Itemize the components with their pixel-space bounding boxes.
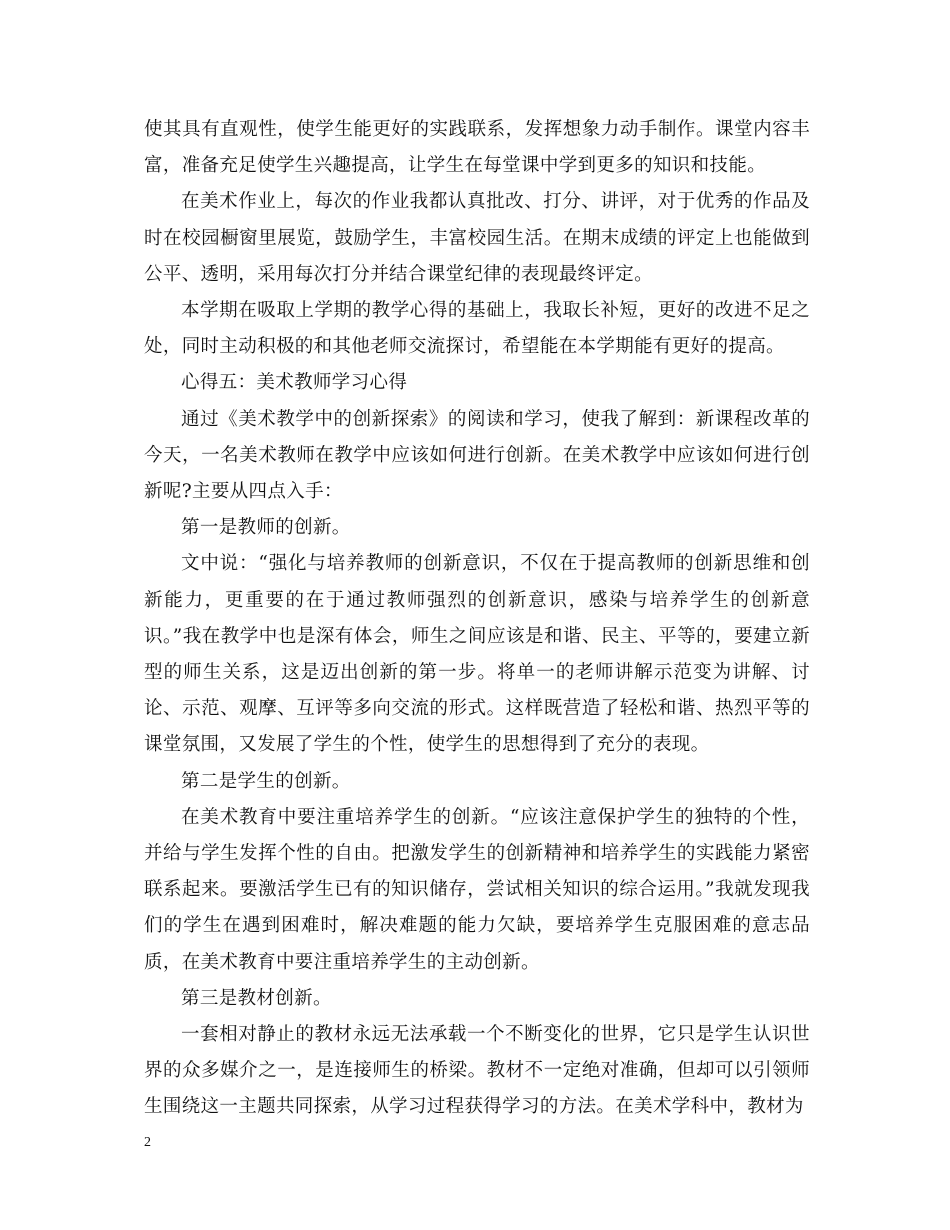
subsection-heading: 第一是教师的创新。 [181, 517, 351, 539]
section-heading: 心得五：美术教师学习心得 [181, 372, 408, 394]
paragraph: 本学期在吸取上学期的教学心得的基础上，我取长补短，更好的改进不足之处，同时主动积极的和其他老师交流探讨，希望能在本学期能有更好的提高。 [144, 300, 810, 358]
subsection-heading: 第二是学生的创新。 [181, 770, 351, 792]
paragraph: 文中说：“强化与培养教师的创新意识，不仅在于提高教师的创新思维和创新能力，更重要的在于通过教师强烈的创新意识，感染与培养学生的创新意识。”我在教学中也是深有体会，师生之间应该是和谐、民主、平等的，要建立新型的师生关系，这是迈出创新的第一步。将单一的老师讲解示范变为讲解、讨论、示范、观摩、互评等多向交流的形式。这样既营造了轻松和谐、热烈平等的课堂氛围，又发展了学生的个性，使学生的思想得到了充分的表现。 [144, 553, 810, 756]
paragraph: 在美术教育中要注重培养学生的创新。“应该注意保护学生的独特的个性，并给与学生发挥个性的自由。把激发学生的创新精神和培养学生的实践能力紧密联系起来。要激活学生已有的知识储存，尝试相关知识的综合运用。”我就发现我们的学生在遇到困难时，解决难题的能力欠缺，要培养学生克服困难的意志品质，在美术教育中要注重培养学生的主动创新。 [144, 806, 810, 973]
paragraph: 一套相对静止的教材永远无法承载一个不断变化的世界，它只是学生认识世界的众多媒介之一，是连接师生的桥梁。教材不一定绝对准确，但却可以引领师生围绕这一主题共同探索，从学习过程获得学习的方法。在美术学科中，教材为 [144, 1024, 810, 1118]
subsection-heading: 第三是教材创新。 [181, 987, 332, 1009]
document-body [144, 112, 810, 1126]
paragraph: 使其具有直观性，使学生能更好的实践联系，发挥想象力动手制作。课堂内容丰富，准备充足使学生兴趣提高，让学生在每堂课中学到更多的知识和技能。 [144, 119, 810, 177]
paragraph: 通过《美术教学中的创新探索》的阅读和学习，使我了解到：新课程改革的今天，一名美术教师在教学中应该如何进行创新。在美术教学中应该如何进行创新呢?主要从四点入手： [144, 408, 810, 503]
paragraph: 在美术作业上，每次的作业我都认真批改、打分、讲评，对于优秀的作品及时在校园橱窗里展览，鼓励学生，丰富校园生活。在期末成绩的评定上也能做到公平、透明，采用每次打分并结合课堂纪律的表现最终评定。 [144, 191, 810, 285]
page-number: 2 [144, 1135, 151, 1150]
